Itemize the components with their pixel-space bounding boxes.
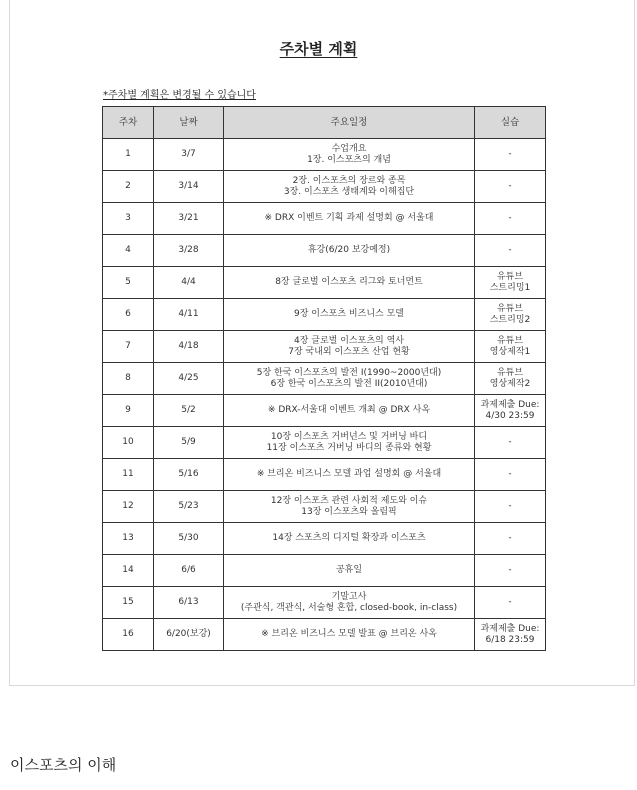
week-cell: 6 [103,299,154,331]
lab-cell-line: 과제제출 Due: [480,399,540,410]
date-cell: 5/16 [154,459,224,491]
schedule-cell [224,203,475,235]
schedule-cell-line: ※ DRX 이벤트 기획 과제 설명회 @ 서울대 [264,213,434,223]
schedule-cell [224,395,475,427]
schedule-cell [224,427,475,459]
table-row [103,427,546,459]
lab-cell-line: - [508,469,512,479]
lab-cell [475,331,546,363]
schedule-cell [224,363,475,395]
week-cell: 1 [103,139,154,171]
date-cell: 3/7 [154,139,224,171]
week-cell: 13 [103,523,154,555]
schedule-cell [224,619,475,651]
schedule-cell-line: 9장 이스포츠 비즈니스 모델 [294,309,404,319]
schedule-cell-line: 기말고사 [331,591,367,602]
schedule-cell-line: ※ 브리온 비즈니스 모델 발표 @ 브리온 사옥 [261,629,437,639]
lab-cell [475,491,546,523]
lab-cell-line: 유튜브 [496,335,524,346]
header-week: 주차 [103,107,154,139]
lab-cell-line: 스트리밍2 [489,314,531,325]
schedule-cell-line: 11장 이스포츠 거버닝 바디의 종류와 현황 [266,442,432,453]
table-row [103,523,546,555]
lab-cell-line: - [508,149,512,159]
lab-cell [475,523,546,555]
table-row [103,555,546,587]
schedule-cell [224,523,475,555]
schedule-cell [224,139,475,171]
week-cell: 3 [103,203,154,235]
schedule-cell [224,459,475,491]
table-row [103,619,546,651]
table-row [103,363,546,395]
date-cell: 3/14 [154,171,224,203]
lab-cell [475,363,546,395]
schedule-cell-line: 14장 스포츠의 디지털 확장과 이스포츠 [272,533,426,543]
week-cell: 5 [103,267,154,299]
lab-cell [475,203,546,235]
lab-cell [475,171,546,203]
lab-cell [475,267,546,299]
schedule-cell-line: ※ DRX-서울대 이벤트 개최 @ DRX 사옥 [267,405,431,415]
week-cell: 16 [103,619,154,651]
table-row [103,235,546,267]
lab-cell-line: 과제제출 Due: [480,623,540,634]
table-row [103,331,546,363]
lab-cell-line: 유튜브 [496,367,524,378]
schedule-cell-line: 10장 이스포츠 거버넌스 및 거버닝 바디 [270,431,428,442]
week-cell: 11 [103,459,154,491]
lab-cell-line: - [508,213,512,223]
schedule-note: *주차별 계획은 변경될 수 있습니다 [103,90,256,101]
week-cell: 7 [103,331,154,363]
date-cell: 4/4 [154,267,224,299]
lab-cell-line: - [508,245,512,255]
schedule-cell-line: 12장 이스포츠 관련 사회적 제도와 이슈 [270,495,428,506]
week-cell: 14 [103,555,154,587]
schedule-cell-line: 13장 이스포츠와 올림픽 [301,506,397,517]
lab-cell-line: 유튜브 [496,271,524,282]
schedule-cell [224,235,475,267]
lab-cell [475,619,546,651]
lab-cell-line: - [508,501,512,511]
lab-cell [475,427,546,459]
week-cell: 8 [103,363,154,395]
schedule-cell-line: 8장 글로벌 이스포츠 리그와 토너먼트 [275,277,423,287]
date-cell: 6/20(보강) [154,619,224,651]
lab-cell-line: - [508,565,512,575]
table-row [103,395,546,427]
header-date: 날짜 [154,107,224,139]
date-cell: 4/11 [154,299,224,331]
table-row [103,459,546,491]
lab-cell [475,587,546,619]
date-cell: 4/18 [154,331,224,363]
table-header-row [103,107,546,139]
schedule-cell [224,491,475,523]
schedule-cell-line: ※ 브리온 비즈니스 모델 과업 설명회 @ 서울대 [256,469,442,479]
schedule-cell-line: 1장. 이스포츠의 개념 [307,154,391,165]
schedule-cell [224,587,475,619]
schedule-cell [224,267,475,299]
schedule-cell-line: 3장. 이스포츠 생태계와 이해집단 [283,186,415,197]
lab-cell [475,299,546,331]
date-cell: 5/23 [154,491,224,523]
table-row [103,203,546,235]
header-schedule: 주요일정 [224,107,475,139]
schedule-cell-line: (주관식, 객관식, 서술형 혼합, closed-book, in-class) [240,602,458,613]
table-row [103,171,546,203]
schedule-cell-line: 수업개요 [331,143,367,154]
lab-cell-line: 영상제작2 [489,378,531,389]
lab-cell-line: - [508,533,512,543]
lab-cell [475,555,546,587]
date-cell: 4/25 [154,363,224,395]
schedule-cell-line: 휴강(6/20 보강예정) [307,245,391,255]
week-cell: 15 [103,587,154,619]
date-cell: 6/6 [154,555,224,587]
schedule-cell [224,299,475,331]
table-row [103,267,546,299]
date-cell: 5/9 [154,427,224,459]
lab-cell-line: 영상제작1 [489,346,531,357]
lab-cell-line: 6/18 23:59 [485,634,535,645]
table-row [103,299,546,331]
week-cell: 9 [103,395,154,427]
lab-cell [475,395,546,427]
schedule-cell-line: 4장 글로벌 이스포츠의 역사 [294,335,404,346]
page-title: 주차별 계획 [279,40,358,58]
week-cell: 12 [103,491,154,523]
table-row [103,491,546,523]
date-cell: 6/13 [154,587,224,619]
date-cell: 5/2 [154,395,224,427]
schedule-cell [224,171,475,203]
page-caption: 이스포츠의 이해 [10,756,117,774]
schedule-table-body [103,139,546,651]
schedule-cell-line: 5장 한국 이스포츠의 발전 I(1990~2000년대) [256,367,442,378]
lab-cell-line: - [508,181,512,191]
schedule-table [102,106,546,651]
lab-cell-line: - [508,437,512,447]
schedule-cell-line: 6장 한국 이스포츠의 발전 II(2010년대) [270,378,428,389]
lab-cell-line: 4/30 23:59 [485,410,535,421]
table-row [103,587,546,619]
lab-cell [475,235,546,267]
schedule-cell-line: 7장 국내외 이스포츠 산업 현황 [288,346,410,357]
week-cell: 10 [103,427,154,459]
date-cell: 5/30 [154,523,224,555]
schedule-cell [224,555,475,587]
lab-cell-line: - [508,597,512,607]
date-cell: 3/28 [154,235,224,267]
schedule-cell-line: 2장. 이스포츠의 장르와 종목 [292,175,406,186]
header-lab: 실습 [475,107,546,139]
date-cell: 3/21 [154,203,224,235]
lab-cell-line: 스트리밍1 [489,282,531,293]
week-cell: 4 [103,235,154,267]
table-row [103,139,546,171]
lab-cell [475,139,546,171]
schedule-cell [224,331,475,363]
lab-cell [475,459,546,491]
week-cell: 2 [103,171,154,203]
schedule-cell-line: 공휴일 [335,565,363,575]
lab-cell-line: 유튜브 [496,303,524,314]
